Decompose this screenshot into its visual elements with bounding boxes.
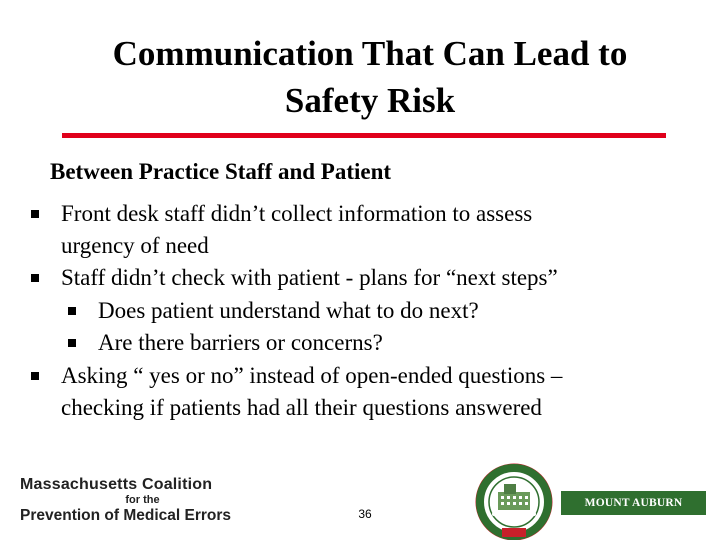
- coalition-logo: [20, 476, 270, 528]
- bullet-item: [61, 360, 691, 424]
- sub-bullet-marker-icon: [68, 307, 76, 315]
- bullet-marker-icon: [31, 210, 39, 218]
- bullet-marker-icon: [31, 274, 39, 282]
- hospital-seal-icon: [472, 462, 562, 540]
- page-number: 36: [358, 507, 372, 521]
- sub-bullet-item: [98, 295, 678, 327]
- bullet-line: checking if patients had all their questions answered: [61, 395, 542, 420]
- coalition-name-line-3: Prevention of Medical Errors: [20, 507, 232, 524]
- sub-bullet-marker-icon: [68, 339, 76, 347]
- bullet-line: Staff didn’t check with patient - plans for “next steps”: [61, 265, 558, 290]
- bullet-line: Front desk staff didn’t collect information to assess: [61, 201, 533, 226]
- coalition-name-line-1: Massachusetts Coalition: [20, 476, 213, 493]
- title-line-2: Safety Risk: [284, 81, 456, 120]
- sub-bullet-item: [98, 327, 678, 359]
- coalition-name-line-2: for the: [125, 494, 160, 506]
- bullet-item: [61, 262, 691, 294]
- sub-bullet-line: Are there barriers or concerns?: [98, 330, 383, 355]
- title-line-1: Communication That Can Lead to: [112, 34, 628, 73]
- slide-title: [40, 30, 700, 124]
- subheading: Between Practice Staff and Patient: [50, 159, 392, 184]
- hospital-name-banner: MOUNT AUBURN HOSPITAL: [561, 491, 706, 515]
- bullet-marker-icon: [31, 372, 39, 380]
- bullet-item: [61, 198, 691, 262]
- title-divider: [62, 133, 666, 138]
- bullet-line: Asking “ yes or no” instead of open-ended questions –: [61, 363, 563, 388]
- sub-bullet-line: Does patient understand what to do next?: [98, 298, 479, 323]
- bullet-line: urgency of need: [61, 233, 209, 258]
